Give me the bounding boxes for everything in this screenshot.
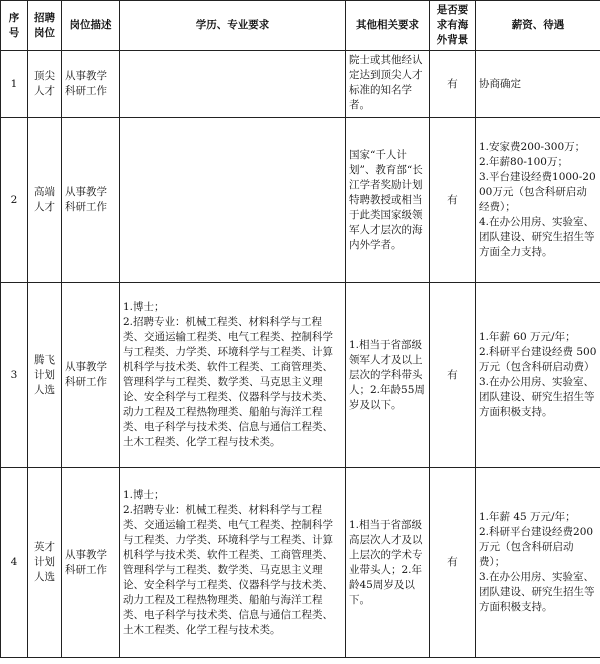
cell-salary (476, 283, 600, 468)
cell-seq: 2 (1, 118, 28, 283)
salary-line: 1.年薪 60 万元/年； (479, 331, 576, 343)
cell-salary (476, 51, 600, 118)
cell-position: 顶尖人才 (28, 51, 62, 118)
cell-education (120, 51, 346, 118)
table-row (1, 51, 600, 118)
cell-other: 1.相当于省部级高层次人才及以上层次的学术专业带头人；2.年龄45周岁及以下。 (346, 468, 430, 658)
education-line: 1.博士； (123, 488, 165, 501)
header-position: 招聘岗位 (28, 1, 62, 51)
table-row (1, 468, 600, 658)
cell-overseas: 有 (430, 51, 476, 118)
cell-duty: 从事教学科研工作 (62, 468, 120, 658)
cell-overseas: 有 (430, 468, 476, 658)
header-education: 学历、专业要求 (120, 1, 346, 51)
cell-other: 院士或其他经认定达到顶尖人才标准的知名学者。 (346, 51, 430, 118)
cell-seq: 4 (1, 468, 28, 658)
salary-line: 2.科研平台建设经费 500 万元（包含科研启动费） (479, 346, 597, 373)
salary-line: 2.年薪80-100万； (479, 156, 568, 168)
header-overseas: 是否要求有海外背景 (430, 1, 476, 51)
header-salary: 薪资、待遇 (476, 1, 600, 51)
cell-position: 英才计划人选 (28, 468, 62, 658)
education-line: 2.招聘专业：机械工程类、材料科学与工程类、交通运输工程类、电气工程类、控制科学与工程类、力学类、环境科学与工程类、计算机科学与技术类、软件工程类、工商管理类、管理科学与工程类、数学类、马克思主义理论、安全科学与工程类、仪器科学与技术类、动力工程及工程热物理类、船舶与海洋工程类、电子科学与技术类、信息与通信工程类、土木工程类、化学工程与技术类。 (123, 503, 333, 636)
cell-other: 国家“千人计划”、教育部“长江学者奖励计划特聘教授或相当于此类国家级领军人才层次的海内外学者。 (346, 118, 430, 283)
cell-overseas: 有 (430, 283, 476, 468)
header-row (1, 1, 600, 51)
cell-salary (476, 468, 600, 658)
education-line: 1.博士； (123, 301, 165, 313)
cell-salary (476, 118, 600, 283)
cell-duty: 从事教学科研工作 (62, 118, 120, 283)
cell-other: 1.相当于省部级领军人才及以上层次的学科带头人；2.年龄55周岁及以下。 (346, 283, 430, 468)
table-row (1, 283, 600, 468)
header-seq: 序号 (1, 1, 28, 51)
cell-overseas: 有 (430, 118, 476, 283)
salary-line: 1.安家费200-300万； (479, 141, 586, 153)
salary-line: 3.在办公用房、实验室、团队建设、研究生招生等方面积极支持。 (479, 571, 595, 613)
header-other: 其他相关要求 (346, 1, 430, 51)
cell-seq: 1 (1, 51, 28, 118)
cell-position: 高端人才 (28, 118, 62, 283)
salary-line: 协商确定 (479, 77, 521, 90)
cell-seq: 3 (1, 283, 28, 468)
cell-position: 腾飞计划人选 (28, 283, 62, 468)
salary-line: 4.在办公用房、实验室、团队建设、研究生招生等方面全力支持。 (479, 216, 595, 258)
cell-duty: 从事教学科研工作 (62, 51, 120, 118)
cell-education (120, 468, 346, 658)
salary-line: 1.年薪 45 万元/年； (479, 511, 576, 523)
salary-line: 3.在办公用房、实验室、团队建设、研究生招生等方面积极支持。 (479, 376, 595, 418)
cell-education (120, 118, 346, 283)
cell-education (120, 283, 346, 468)
header-duty: 岗位描述 (62, 1, 120, 51)
table-row (1, 118, 600, 283)
education-line: 2.招聘专业：机械工程类、材料科学与工程类、交通运输工程类、电气工程类、控制科学与工程类、力学类、环境科学与工程类、计算机科学与技术类、软件工程类、工商管理类、管理科学与工程类、数学类、马克思主义理论、安全科学与工程类、仪器科学与技术类、动力工程及工程热物理类、船舶与海洋工程类、电子科学与技术类、信息与通信工程类、土木工程类、化学工程与技术类。 (123, 316, 333, 448)
salary-line: 3.平台建设经费1000-2000万元（包含科研启动经费）； (479, 171, 596, 213)
salary-line: 2.科研平台建设经费200 万元（包含科研启动费）； (479, 526, 594, 568)
cell-duty: 从事教学科研工作 (62, 283, 120, 468)
